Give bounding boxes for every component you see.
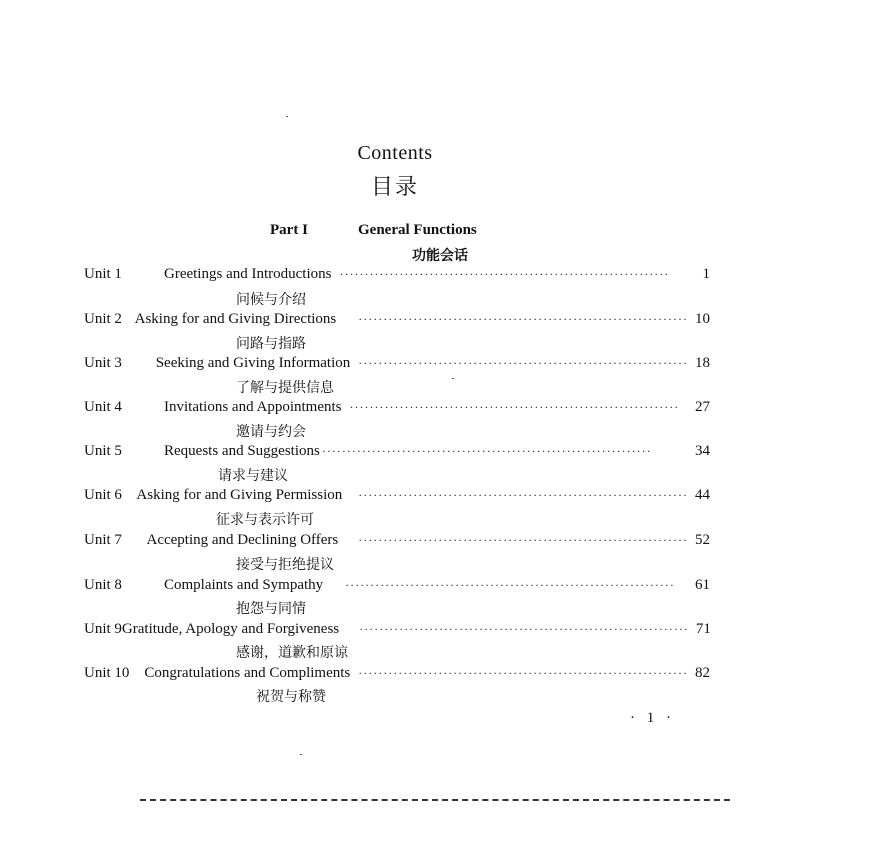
scan-artifact-rule xyxy=(140,799,730,801)
leader-dots: ·································································· xyxy=(358,312,688,326)
unit-title: Accepting and Declining Offers xyxy=(146,532,339,548)
page-number: · 1 · xyxy=(630,710,675,726)
toc-entry-unit-10[interactable] xyxy=(84,665,710,685)
toc-entry-unit-1[interactable] xyxy=(84,266,710,286)
toc-entry-unit-2[interactable] xyxy=(84,311,710,331)
unit-title-zh: 接受与拒绝提议 xyxy=(236,557,334,573)
unit-title-zh: 了解与提供信息 xyxy=(236,380,334,396)
unit-label: Unit 3 xyxy=(84,355,122,371)
unit-page-number: 61 xyxy=(695,577,710,593)
unit-label: Unit 5 xyxy=(84,443,122,459)
unit-title: Greetings and Introductions xyxy=(164,266,332,282)
part-name-zh: 功能会话 xyxy=(412,248,468,264)
unit-label: Unit 1 xyxy=(84,266,122,282)
leader-dots: ·································································· xyxy=(345,578,675,592)
contents-title-zh: 目录 xyxy=(370,175,419,200)
unit-label: Unit 7 xyxy=(84,532,122,548)
toc-entry-unit-5[interactable] xyxy=(84,443,710,463)
unit-page-number: 71 xyxy=(695,621,711,637)
unit-title: Seeking and Giving Information xyxy=(155,355,351,371)
unit-page-number: 1 xyxy=(702,266,710,282)
unit-page-number: 44 xyxy=(695,487,710,503)
scan-speck xyxy=(300,754,302,755)
unit-title: Asking for and Giving Directions xyxy=(134,311,337,327)
part-heading xyxy=(270,222,477,239)
leader-dots: ·································································· xyxy=(321,444,652,458)
scan-speck xyxy=(452,378,454,379)
leader-dots: ·································································· xyxy=(358,356,688,370)
unit-page-number: 82 xyxy=(695,665,710,681)
toc-entry-unit-4[interactable] xyxy=(84,399,710,419)
unit-page-number: 34 xyxy=(695,443,710,459)
leader-dots: ·································································· xyxy=(359,622,689,636)
unit-page-number: 52 xyxy=(695,532,710,548)
unit-label: Unit 6 xyxy=(84,487,122,503)
unit-title: Asking for and Giving Permission xyxy=(136,487,343,503)
unit-title: Invitations and Appointments xyxy=(164,399,342,415)
leader-dots: ·································································· xyxy=(358,488,688,502)
toc-entry-unit-7[interactable] xyxy=(84,532,710,552)
unit-title-zh: 邀请与约会 xyxy=(236,424,306,440)
toc-entry-unit-8[interactable] xyxy=(84,577,710,597)
unit-title-zh: 感谢，道歉和原谅 xyxy=(236,645,348,661)
leader-dots: ·································································· xyxy=(358,666,688,680)
unit-title-zh: 征求与表示许可 xyxy=(216,512,314,528)
contents-title: Contents xyxy=(357,142,433,164)
unit-title: Gratitude, Apology and Forgiveness xyxy=(121,621,340,637)
unit-title-zh: 问路与指路 xyxy=(236,336,306,352)
part-label: Part I xyxy=(270,222,308,238)
unit-page-number: 27 xyxy=(695,399,710,415)
unit-title-zh: 抱怨与同情 xyxy=(236,601,306,617)
leader-dots: ·································································· xyxy=(339,267,670,281)
toc-entry-unit-9[interactable] xyxy=(84,621,710,641)
toc-entry-unit-6[interactable] xyxy=(84,487,710,507)
unit-title: Requests and Suggestions xyxy=(164,443,320,459)
unit-label: Unit 10 xyxy=(84,665,130,681)
part-name: General Functions xyxy=(358,222,477,238)
leader-dots: ·································································· xyxy=(349,400,680,414)
unit-label: Unit 2 xyxy=(84,311,122,327)
unit-page-number: 10 xyxy=(695,311,710,327)
unit-label: Unit 8 xyxy=(84,577,122,593)
unit-page-number: 18 xyxy=(695,355,710,371)
scan-speck xyxy=(286,116,288,117)
unit-title: Complaints and Sympathy xyxy=(164,577,324,593)
toc-entry-unit-3[interactable] xyxy=(84,355,710,375)
unit-label: Unit 9 xyxy=(84,621,122,637)
unit-title-zh: 问候与介绍 xyxy=(236,292,306,308)
unit-title: Congratulations and Compliments xyxy=(144,665,351,681)
unit-title-zh: 祝贺与称赞 xyxy=(256,689,326,705)
unit-label: Unit 4 xyxy=(84,399,122,415)
unit-title-zh: 请求与建议 xyxy=(218,468,288,484)
leader-dots: ·································································· xyxy=(358,533,688,547)
